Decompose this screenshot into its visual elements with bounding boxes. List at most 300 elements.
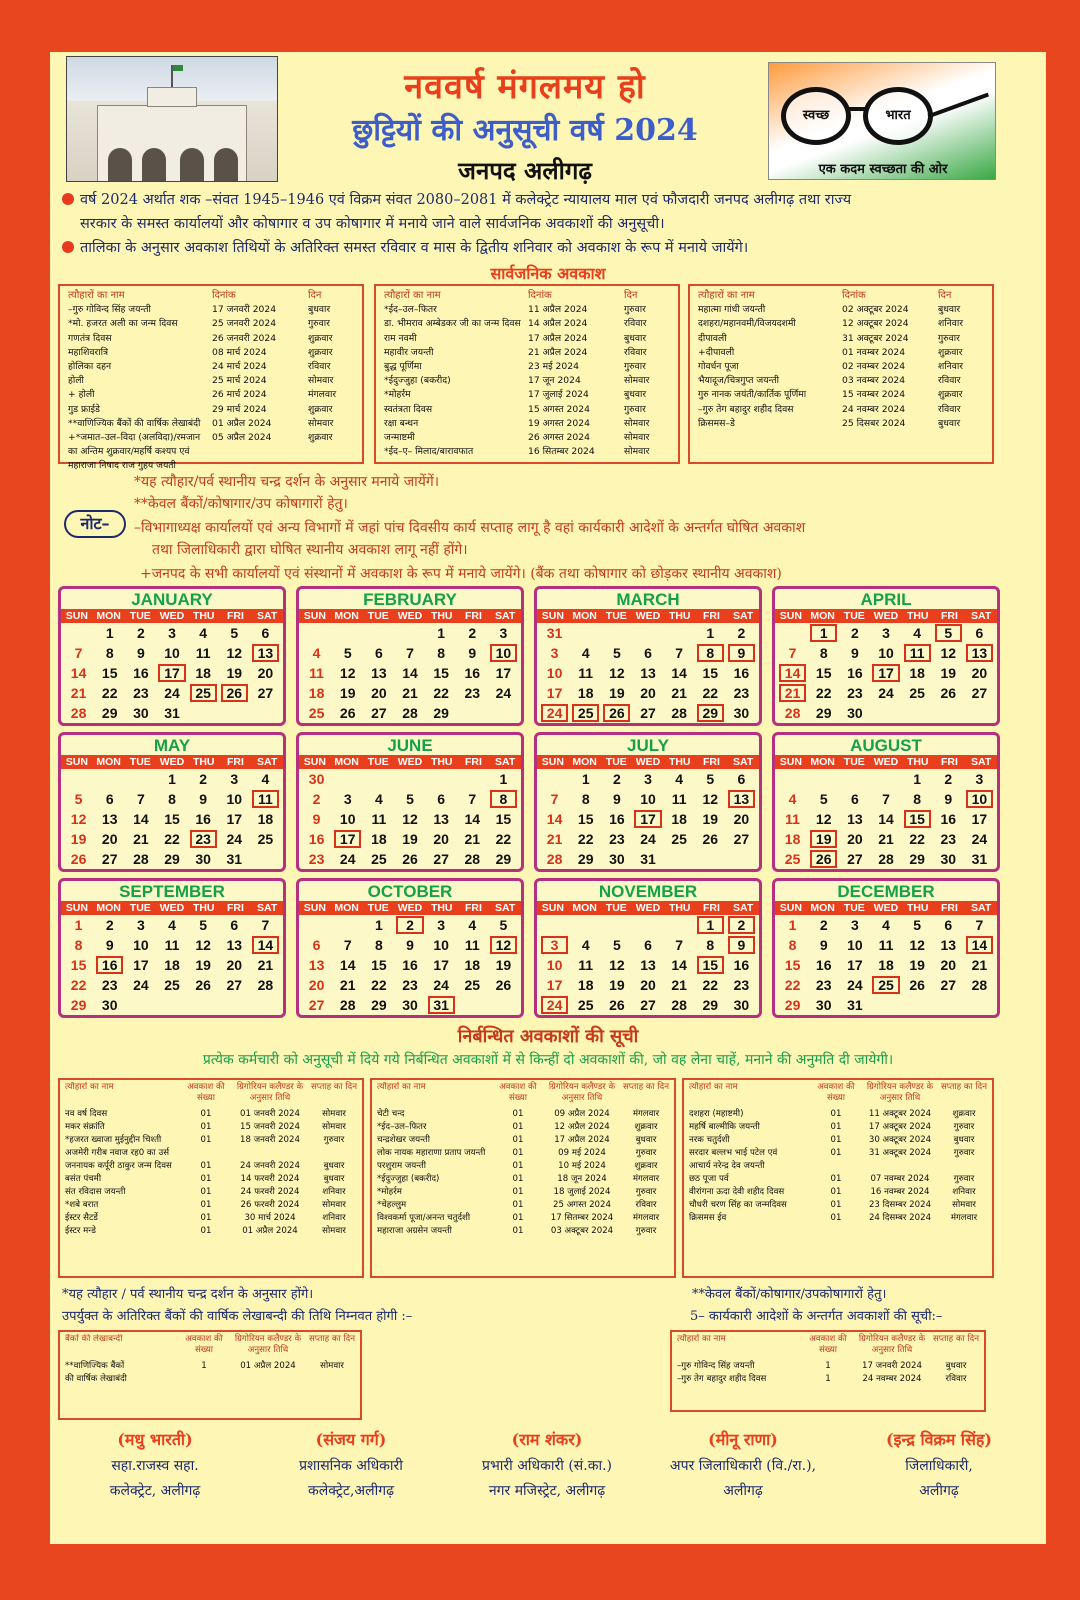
holiday-day: मंगलवार (950, 1213, 978, 1223)
day-cell: 29 (695, 703, 726, 723)
day-cell: 18 (164, 957, 180, 973)
signatory (256, 1428, 446, 1500)
holiday-name: भैयादूज/चित्रगुप्त जयन्ती (698, 375, 779, 387)
day-cell: 3 (136, 917, 145, 933)
restricted-holiday-table-1 (58, 1078, 364, 1278)
holiday-day: मंगलवार (632, 1213, 660, 1223)
weekday-label: MON (96, 756, 121, 768)
empty-cell (125, 995, 156, 1015)
day-cell: 12 (609, 957, 625, 973)
holiday-day: मंगलवार (632, 1109, 660, 1119)
day-cell: 3 (343, 791, 352, 807)
day-cell: 28 (70, 705, 87, 721)
table-row (68, 332, 354, 346)
table-row (68, 303, 354, 317)
day-cell: 13 (940, 937, 957, 953)
day-cell: 4 (374, 791, 383, 807)
note-banks-only: **केवल बैंकों/कोषागार/उप कोषागारों हेतु। (134, 496, 348, 512)
holiday-date: 26 जनवरी 2024 (212, 332, 277, 344)
day-cell: 6 (230, 917, 239, 933)
empty-cell (570, 623, 601, 643)
weekday-label: SAT (257, 610, 278, 622)
empty-cell (250, 995, 281, 1015)
weekday-label: SUN (541, 902, 564, 914)
table-row (65, 1134, 357, 1147)
day-cell: 5 (933, 623, 964, 643)
weekday-header (61, 755, 283, 769)
col-header-date: दिनांक (842, 290, 866, 301)
day-cell: 23 (847, 685, 863, 701)
day-cell: 12 (609, 665, 625, 681)
day-cell: 9 (726, 935, 757, 955)
weekday-label: SUN (65, 902, 88, 914)
signatory-office: कलेक्ट्रेट,अलीगढ़ (307, 1483, 394, 1499)
holiday-date: 23 दिसम्बर 2024 (868, 1200, 932, 1210)
day-cell: 31 (426, 995, 457, 1015)
weekday-label: FRI (940, 610, 958, 622)
day-cell: 17 (971, 811, 988, 827)
day-cell: 6 (105, 791, 114, 807)
weekday-label: THU (192, 756, 215, 768)
col-header-day: सप्ताह का दिन (623, 1082, 669, 1092)
day-cell: 14 (546, 811, 563, 827)
day-cell: 19 (195, 957, 211, 973)
weekday-label: TUE (129, 610, 151, 622)
weekday-header (537, 901, 759, 915)
holiday-date: 16 सितम्बर 2024 (528, 446, 595, 458)
weekday-label: SUN (65, 756, 88, 768)
table-row (689, 1212, 987, 1225)
month-name: MARCH (616, 590, 680, 609)
holiday-date: 26 फरवरी 2024 (240, 1200, 300, 1210)
day-cell: 8 (706, 937, 715, 953)
day-cell: 5 (819, 791, 828, 807)
empty-cell (332, 915, 363, 935)
table-row (377, 1173, 669, 1186)
holiday-date: 17 अक्टूबर 2024 (868, 1122, 932, 1132)
day-cell: 30 (402, 997, 418, 1013)
holiday-date (229, 1147, 311, 1160)
empty-cell (63, 769, 94, 789)
holiday-count: 01 (512, 1122, 524, 1132)
holiday-name: डा. भीमराव अम्बेडकर जी का जन्म दिवस (384, 318, 521, 330)
holiday-count: 01 (512, 1135, 524, 1145)
empty-cell (902, 703, 933, 723)
weekday-label: WED (635, 902, 661, 914)
weekday-label: SAT (495, 756, 516, 768)
month-january (58, 586, 286, 726)
weekday-label: TUE (843, 756, 865, 768)
holiday-day: शुक्रवार (308, 346, 333, 358)
day-cell: 3 (882, 625, 890, 641)
day-cell: 14 (133, 811, 149, 827)
day-grid (775, 769, 997, 869)
holiday-name: आचार्य नरेन्द्र देव जयन्ती (689, 1161, 765, 1171)
holiday-day: गुरुवार (624, 361, 646, 373)
holiday-name: वीरांगना ऊदा देवी शहीद दिवस (689, 1187, 785, 1197)
holiday-day: गुरुवार (635, 1187, 657, 1197)
holiday-day: सोमवार (624, 417, 650, 429)
day-cell: 25 (257, 831, 274, 847)
empty-cell (664, 849, 695, 869)
day-cell: 27 (847, 851, 863, 867)
holiday-name: चेटी चन्द (377, 1109, 405, 1119)
table-row (698, 388, 984, 402)
table-row (65, 1121, 357, 1134)
day-cell: 17 (433, 957, 449, 973)
day-cell: 19 (940, 665, 957, 681)
holiday-day: शुक्रवार (634, 1122, 658, 1132)
table-row (68, 388, 354, 402)
day-cell: 5 (230, 625, 239, 641)
holiday-date: 24 नवम्बर 2024 (842, 403, 906, 415)
day-cell: 30 (733, 997, 750, 1013)
day-cell: 4 (882, 917, 890, 933)
footer-bank-only-note: **केवल बैंकों/कोषागार/उपकोषागारों हेतु। (692, 1287, 887, 1302)
day-cell: 17 (226, 811, 243, 827)
day-cell: 15 (495, 811, 512, 827)
signatory-designation: प्रशासनिक अधिकारी (299, 1458, 403, 1474)
holiday-date: 30 अक्टूबर 2024 (868, 1135, 932, 1145)
day-cell: 24 (226, 831, 243, 847)
day-cell: 10 (964, 789, 995, 809)
day-cell: 2 (737, 625, 746, 641)
day-cell: 10 (640, 791, 656, 807)
day-cell: 30 (133, 705, 149, 721)
restricted-holidays-description: प्रत्येक कर्मचारी को अनुसूची में दिये गये निर्बन्धित अवकाशों में से किन्हीं दो अवकाशों की, जो वह लेना चाहें, मनाने की अनुमति दी जायेगी। (202, 1052, 894, 1068)
table-row (689, 1147, 987, 1160)
bank-closing-table (58, 1330, 362, 1420)
day-cell: 28 (402, 705, 418, 721)
day-cell: 18 (671, 811, 687, 827)
holiday-name: महर्षि बाल्मीकि जयन्ती (689, 1122, 760, 1132)
day-cell: 18 (577, 977, 594, 993)
table-row (698, 303, 984, 317)
holiday-date: 24 नवम्बर 2024 (862, 1374, 922, 1384)
day-cell: 21 (464, 831, 481, 847)
holiday-day: बुधवार (938, 417, 961, 429)
table-row (377, 1186, 669, 1199)
day-cell: 18 (195, 665, 211, 681)
day-cell: 11 (671, 791, 687, 807)
logo-word-left: स्वच्छ (802, 108, 830, 123)
day-cell: 29 (70, 997, 87, 1013)
day-cell: 8 (695, 643, 726, 663)
day-cell: 22 (702, 685, 719, 701)
signatory-name: (मीनू राणा) (708, 1430, 778, 1449)
weekday-label: FRI (940, 756, 958, 768)
signatory-office: कलेक्ट्रेट, अलीगढ़ (109, 1483, 201, 1499)
day-cell: 16 (195, 811, 211, 827)
day-cell: 31 (971, 851, 988, 867)
day-cell: 14 (671, 957, 687, 973)
day-cell: 3 (550, 645, 559, 661)
day-cell: 27 (971, 685, 988, 701)
table-row (377, 1212, 669, 1225)
weekday-label: SAT (733, 756, 754, 768)
intro-bullet-2 (62, 236, 1038, 260)
empty-cell (870, 995, 901, 1015)
day-cell: 2 (726, 915, 757, 935)
day-cell: 8 (581, 791, 590, 807)
empty-cell (457, 769, 488, 789)
day-cell: 16 (133, 665, 149, 681)
day-cell: 31 (640, 851, 656, 867)
empty-cell (219, 703, 250, 723)
day-cell: 7 (675, 937, 684, 953)
weekday-label: FRI (226, 610, 244, 622)
day-cell: 26 (609, 997, 625, 1013)
day-cell: 5 (706, 771, 715, 787)
holiday-day: मंगलवार (632, 1174, 660, 1184)
day-cell: 12 (195, 937, 211, 953)
table-row (65, 1160, 357, 1173)
holiday-date: 24 फरवरी 2024 (240, 1187, 300, 1197)
day-cell: 24 (847, 977, 863, 993)
day-cell: 17 (546, 977, 563, 993)
day-cell: 3 (168, 625, 176, 641)
holiday-date: 18 जुलाई 2024 (553, 1187, 611, 1197)
day-cell: 10 (433, 937, 449, 953)
weekday-label: THU (430, 756, 453, 768)
table-row (68, 374, 354, 388)
holiday-count: 01 (200, 1200, 212, 1210)
holiday-day: गुरुवार (635, 1226, 657, 1236)
weekday-label: WED (873, 902, 899, 914)
empty-cell (394, 769, 425, 789)
holiday-date: 31 अक्टूबर 2024 (842, 332, 909, 344)
holiday-day: बुधवार (624, 389, 647, 401)
day-cell: 12 (226, 645, 243, 661)
day-cell: 7 (882, 791, 890, 807)
holiday-date: 11 अप्रैल 2024 (528, 304, 588, 316)
holiday-name: ईस्टर सैटर्डे (65, 1213, 98, 1223)
holiday-day: सोमवार (322, 1122, 346, 1132)
day-cell: 7 (74, 645, 83, 661)
collectorate-building-photo (66, 56, 278, 182)
day-cell: 3 (850, 917, 859, 933)
weekday-header (775, 901, 997, 915)
holiday-date: 16 नवम्बर 2024 (870, 1187, 930, 1197)
day-grid (299, 915, 521, 1015)
weekday-label: THU (430, 610, 453, 622)
day-cell: 16 (733, 665, 750, 681)
day-cell: 2 (199, 771, 208, 787)
weekday-label: TUE (367, 610, 389, 622)
table-row (689, 1108, 987, 1121)
day-cell: 8 (437, 645, 446, 661)
holiday-name: नव वर्ष दिवस (65, 1109, 108, 1119)
day-cell: 2 (944, 771, 953, 787)
col-header-count: अवकाश की संख्या (187, 1082, 225, 1103)
day-cell: 30 (733, 705, 750, 721)
empty-cell (777, 623, 808, 643)
day-cell: 20 (940, 957, 957, 973)
table-row (677, 1373, 979, 1386)
weekday-label: THU (192, 902, 215, 914)
table-header-row (68, 289, 354, 303)
table-row (384, 388, 670, 402)
signatory-office: नगर मजिस्ट्रेट, अलीगढ़ (488, 1483, 606, 1499)
holiday-count: 01 (512, 1109, 524, 1119)
day-cell: 21 (70, 685, 87, 701)
weekday-label: TUE (129, 902, 151, 914)
day-cell: 13 (964, 643, 995, 663)
weekday-label: THU (668, 902, 691, 914)
day-cell: 28 (671, 705, 687, 721)
day-cell: 14 (402, 665, 418, 681)
holiday-date: 15 जनवरी 2024 (240, 1122, 300, 1132)
day-cell: 23 (133, 685, 149, 701)
holiday-date: 30 मार्च 2024 (244, 1213, 296, 1223)
day-cell: 16 (733, 957, 750, 973)
day-cell: 27 (433, 851, 449, 867)
empty-cell (426, 769, 457, 789)
day-cell: 13 (640, 957, 656, 973)
new-year-greeting: नववर्ष मंगलमय हो (404, 67, 646, 107)
holiday-name: + होली (68, 389, 95, 401)
day-cell: 28 (878, 851, 894, 867)
signatory-designation: प्रभारी अधिकारी (सं.का.) (481, 1458, 612, 1474)
col-header-day: दिन (308, 290, 322, 301)
day-cell: 15 (577, 811, 594, 827)
day-cell: 22 (164, 831, 180, 847)
day-cell: 3 (644, 771, 652, 787)
holiday-day: बुधवार (945, 1361, 967, 1371)
weekday-label: THU (668, 756, 691, 768)
table-row (698, 317, 984, 331)
col-header-date: ग्रिगोरियन कलैण्डर के अनुसार तिथि (234, 1334, 302, 1355)
signatory-designation: जिलाधिकारी, (905, 1458, 973, 1474)
day-cell: 24 (164, 685, 180, 701)
day-cell: 7 (468, 791, 477, 807)
day-cell: 14 (250, 935, 281, 955)
day-cell: 5 (612, 937, 621, 953)
day-cell: 10 (546, 665, 563, 681)
day-grid (61, 915, 283, 1015)
weekday-label: TUE (605, 902, 627, 914)
holiday-count: 01 (512, 1213, 524, 1223)
day-cell: 21 (402, 685, 418, 701)
day-cell: 18 (464, 957, 481, 973)
day-cell: 21 (971, 957, 988, 973)
weekday-header (775, 609, 997, 623)
holiday-date: 03 अक्टूबर 2024 (550, 1226, 614, 1236)
day-cell: 22 (909, 831, 925, 847)
month-name: APRIL (860, 590, 912, 609)
table-header-row (677, 1334, 979, 1356)
schedule-title: छुट्टियों की अनुसूची वर्ष 2024 (352, 113, 698, 148)
day-cell: 6 (437, 791, 446, 807)
empty-cell (964, 703, 995, 723)
empty-cell (188, 703, 219, 723)
table-row (689, 1199, 987, 1212)
day-cell: 3 (230, 771, 239, 787)
empty-cell (808, 769, 839, 789)
day-cell: 22 (784, 977, 801, 993)
day-cell: 20 (847, 831, 863, 847)
day-cell: 3 (499, 625, 508, 641)
day-cell: 7 (261, 917, 270, 933)
day-cell: 23 (402, 977, 418, 993)
holiday-count: 01 (830, 1109, 842, 1119)
month-name: FEBRUARY (363, 590, 457, 609)
holiday-day: गुरुवार (938, 332, 960, 344)
weekday-label: TUE (605, 756, 627, 768)
weekday-label: MON (572, 756, 597, 768)
empty-cell (363, 769, 394, 789)
day-cell: 4 (788, 791, 797, 807)
table-row (377, 1225, 669, 1238)
footer-exec-intro: 5– कार्यकारी आदेशों के अन्तर्गत अवकाशों की सूची:– (690, 1309, 943, 1324)
holiday-date: 19 अगस्त 2024 (528, 417, 590, 429)
holiday-day: गुरुवार (624, 403, 646, 415)
day-cell: 28 (133, 851, 149, 867)
day-grid (299, 623, 521, 723)
holiday-name: गुड फ्राईडे (68, 403, 100, 415)
executive-orders-table (670, 1330, 986, 1412)
table-row (65, 1186, 357, 1199)
holiday-name: *शबे बरात (65, 1200, 99, 1210)
holiday-count: 01 (512, 1148, 524, 1158)
day-cell: 6 (737, 771, 746, 787)
holiday-count: 01 (200, 1122, 212, 1132)
table-row (384, 360, 670, 374)
holiday-date: 29 मार्च 2024 (212, 403, 267, 415)
holiday-name: **वाणिज्यिक बैंकों (65, 1361, 125, 1371)
day-cell: 11 (250, 789, 281, 809)
empty-cell (457, 703, 488, 723)
footer-bank-intro: उपर्युक्त के अतिरिक्त बैंकों की वार्षिक लेखाबन्दी की तिथि निम्नवत होगी :– (62, 1309, 413, 1324)
holiday-name: *ईद–उल–फितर (384, 304, 437, 316)
day-cell: 24 (539, 703, 570, 723)
empty-cell (488, 995, 519, 1015)
weekday-header (61, 609, 283, 623)
day-cell: 21 (257, 957, 274, 973)
empty-cell (902, 995, 933, 1015)
holiday-date: 21 अप्रैल 2024 (528, 346, 588, 358)
holiday-date: 24 दिसम्बर 2024 (868, 1213, 932, 1223)
holiday-date: 26 अगस्त 2024 (528, 432, 590, 444)
table-header-row (377, 1082, 669, 1104)
holiday-day: शुक्रवार (308, 432, 333, 444)
holiday-count: 01 (200, 1187, 212, 1197)
signatory (844, 1428, 1034, 1500)
table-row (65, 1360, 355, 1373)
holiday-count: 01 (512, 1174, 524, 1184)
day-cell: 6 (644, 645, 652, 661)
weekday-label: WED (397, 610, 423, 622)
day-cell: 26 (402, 851, 418, 867)
holiday-name: ईस्टर मन्डे (65, 1226, 96, 1236)
holiday-name: +दीपावली (698, 346, 735, 358)
table-header-row (384, 289, 670, 303)
day-cell: 13 (371, 665, 387, 681)
day-cell: 15 (101, 665, 118, 681)
holiday-day (311, 1147, 357, 1160)
holiday-day: शुक्रवार (938, 389, 963, 401)
table-row (68, 417, 354, 431)
holiday-date: 01 जनवरी 2024 (240, 1109, 300, 1119)
signatory-name: (राम शंकर) (511, 1430, 583, 1449)
table-row (384, 417, 670, 431)
day-cell: 9 (819, 937, 828, 953)
day-cell: 4 (581, 937, 590, 953)
holiday-date: 17 जनवरी 2024 (212, 304, 277, 316)
empty-cell (332, 769, 363, 789)
col-header-name: त्यौहारों का नाम (65, 1082, 114, 1092)
holiday-day: शनिवार (938, 361, 963, 373)
